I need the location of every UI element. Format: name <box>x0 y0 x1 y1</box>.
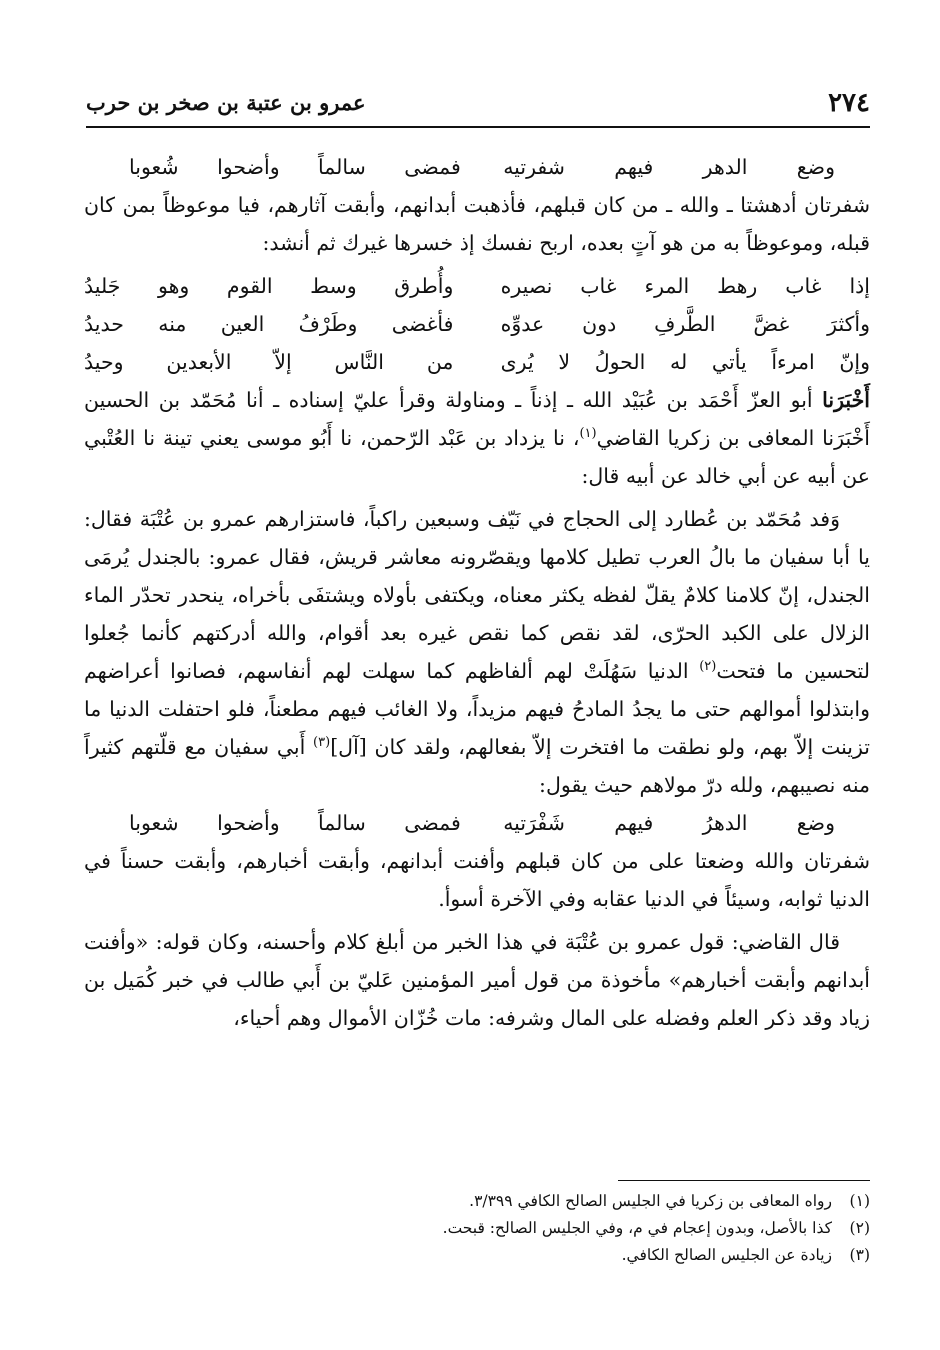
poem-line-1 <box>84 267 870 305</box>
paragraph-2-a: وَفد مُحَمّد بن عُطارد إلى الحجاج في نَيّف وسبعين راكباً، فاستزارهم عمرو بن عُتْبَة فقال: يا أبا سفيان ما بالُ العرب تطيل كلامها ويقصّرونه معاشر قريش، فقال عمرو: بالجندل يُرمَى الجندل، إنّ كلامنا كلامٌ يقلّ لفظه يكثر معناه، ويكتفى بأولاه ويشتفَى بأخراه، ينحدر تحدّر الماء الزلال على الكبد الحرّى، لقد نقص كما نقص غيره بعد أقوام، والله أدركتهم كأنما جُعلوا لتحسين ما فتحت <box>84 507 870 683</box>
verse-second-hemistich: فمضى سالماً وأضحوا شعوبا <box>129 811 461 835</box>
footnote-text: رواه المعافى بن زكريا في الجليس الصالح الكافي ٣/٣٩٩. <box>469 1192 832 1210</box>
verse-first-hemistich: وضع الدهرُ فيهم شَفْرَتيه <box>503 811 835 835</box>
page-body <box>84 148 870 1037</box>
footnote-ref-1[interactable]: (١) <box>579 426 597 442</box>
verse-second-hemistich: من النَّاس إلاّ الأبعدين وحيدُ <box>84 350 454 374</box>
footnote-rule <box>618 1180 870 1181</box>
verse-1 <box>84 148 870 186</box>
isnad-text-a: أبو العزّ أَحْمَد بن عُبَيْد الله ـ إذناً ـ ومناولة وقرأ عليّ إسناده ـ أنا مُحَمّد بن الحسين أَخْبَرَنا المعافى بن زكريا القاضي <box>84 388 870 450</box>
page-header <box>86 88 870 120</box>
footnote-3 <box>300 1242 870 1269</box>
verse-first-hemistich: وضع الدهر فيهم شفرتيه <box>503 155 835 179</box>
footnotes <box>300 1188 870 1269</box>
verse-second-hemistich: وأُطرق وسط القوم وهو جَليدُ <box>84 274 454 298</box>
running-title: عمرو بن عتبة بن صخر بن حرب <box>86 90 366 115</box>
footnote-number: (١) <box>849 1192 870 1210</box>
paragraph-2-c: أَبي سفيان مع قلّتهم كثيراً منه نصيبهم، ولله درّ مولاهم حيث يقول: <box>84 735 870 797</box>
footnote-number: (٢) <box>849 1219 870 1237</box>
footnote-2 <box>300 1215 870 1242</box>
verse-2 <box>84 804 870 842</box>
verse-second-hemistich: فمضى سالماً وأضحوا شُعوبا <box>129 155 461 179</box>
paragraph-2 <box>84 500 870 804</box>
paragraph-1: شفرتان أدهشتا ـ والله ـ من كان قبلهم، فأذهبت أبدانهم، وأبقت آثارهم، فيا موعوظاً بمن كان قبله، وموعوظاً به من هو آتٍ بعده، اربح نفسك إذ خسرها غيرك ثم أنشد: <box>84 193 870 255</box>
paragraph-4: قال القاضي: قول عمرو بن عُتْبَة في هذا الخبر من أبلغ كلام وأحسنه، وكان قوله: «وأفنت أبدانهم وأبقت أخبارهم» مأخوذة من قول أمير المؤمنين عَليّ بن أَبي طالب في خبر كُمَيل بن زياد وقد ذكر العلم وفضله على المال وشرفه: مات خُزّان الأموال وهم أحياء، <box>84 930 870 1030</box>
paragraph-3: شفرتان والله وضعتا على من كان قبلهم وأفنت أبدانهم، وأبقت أخبارهم، وأبقت حسناً في الدنيا ثوابه، وسيئاً في الدنيا عقابه وفي الآخرة أسوأ. <box>84 849 870 911</box>
poem-line-3 <box>84 343 870 381</box>
footnote-ref-2[interactable]: (٢) <box>699 659 717 675</box>
verse-first-hemistich: وإنّ امرءاً يأتي له الحولُ لا يُرى <box>500 350 870 374</box>
verse-second-hemistich: فأغضى وطَرْفُ العين منه حديدُ <box>84 312 454 336</box>
paragraph-2-b: الدنيا سَهُلَتْ لهم ألفاظهم كما سهلت لهم أنفاسهم، فصانوا أعراضهم وابتذلوا أموالهم حتى ما يجدُ المادحُ فيهم مزيداً، ولا الغائب فيهم مطعناً، فلو احتفلت الدنيا ما تزينت إلاّ بهم، ولو نطقت ما افتخرت إلاّ بفعالهم، ولقد كان [آل] <box>84 659 870 759</box>
footnote-ref-3[interactable]: (٣) <box>313 735 331 751</box>
footnote-text: كذا بالأصل، وبدون إعجام في م، وفي الجليس الصالح: قبحت. <box>442 1219 832 1237</box>
verse-first-hemistich: إذا غاب رهط المرء غاب نصيره <box>500 274 870 298</box>
isnad-lead: أَخْبَرَنا <box>822 388 870 412</box>
header-rule <box>86 126 870 128</box>
isnad-paragraph <box>84 381 870 495</box>
footnote-number: (٣) <box>849 1246 870 1264</box>
poem-line-2 <box>84 305 870 343</box>
footnote-1 <box>300 1188 870 1215</box>
footnote-text: زيادة عن الجليس الصالح الكافي. <box>621 1246 832 1264</box>
verse-first-hemistich: وأكثرَ غضَّ الطَّرفِ دون عدوِّه <box>500 312 870 336</box>
page-number: ٢٧٤ <box>828 88 870 118</box>
isnad-text-b: ، نا يزداد بن عَبْد الرّحمن، نا أَبُو موسى يعني تينة نا العُتْبي عن أبيه عن أبي خالد عن أبيه قال: <box>84 426 870 488</box>
